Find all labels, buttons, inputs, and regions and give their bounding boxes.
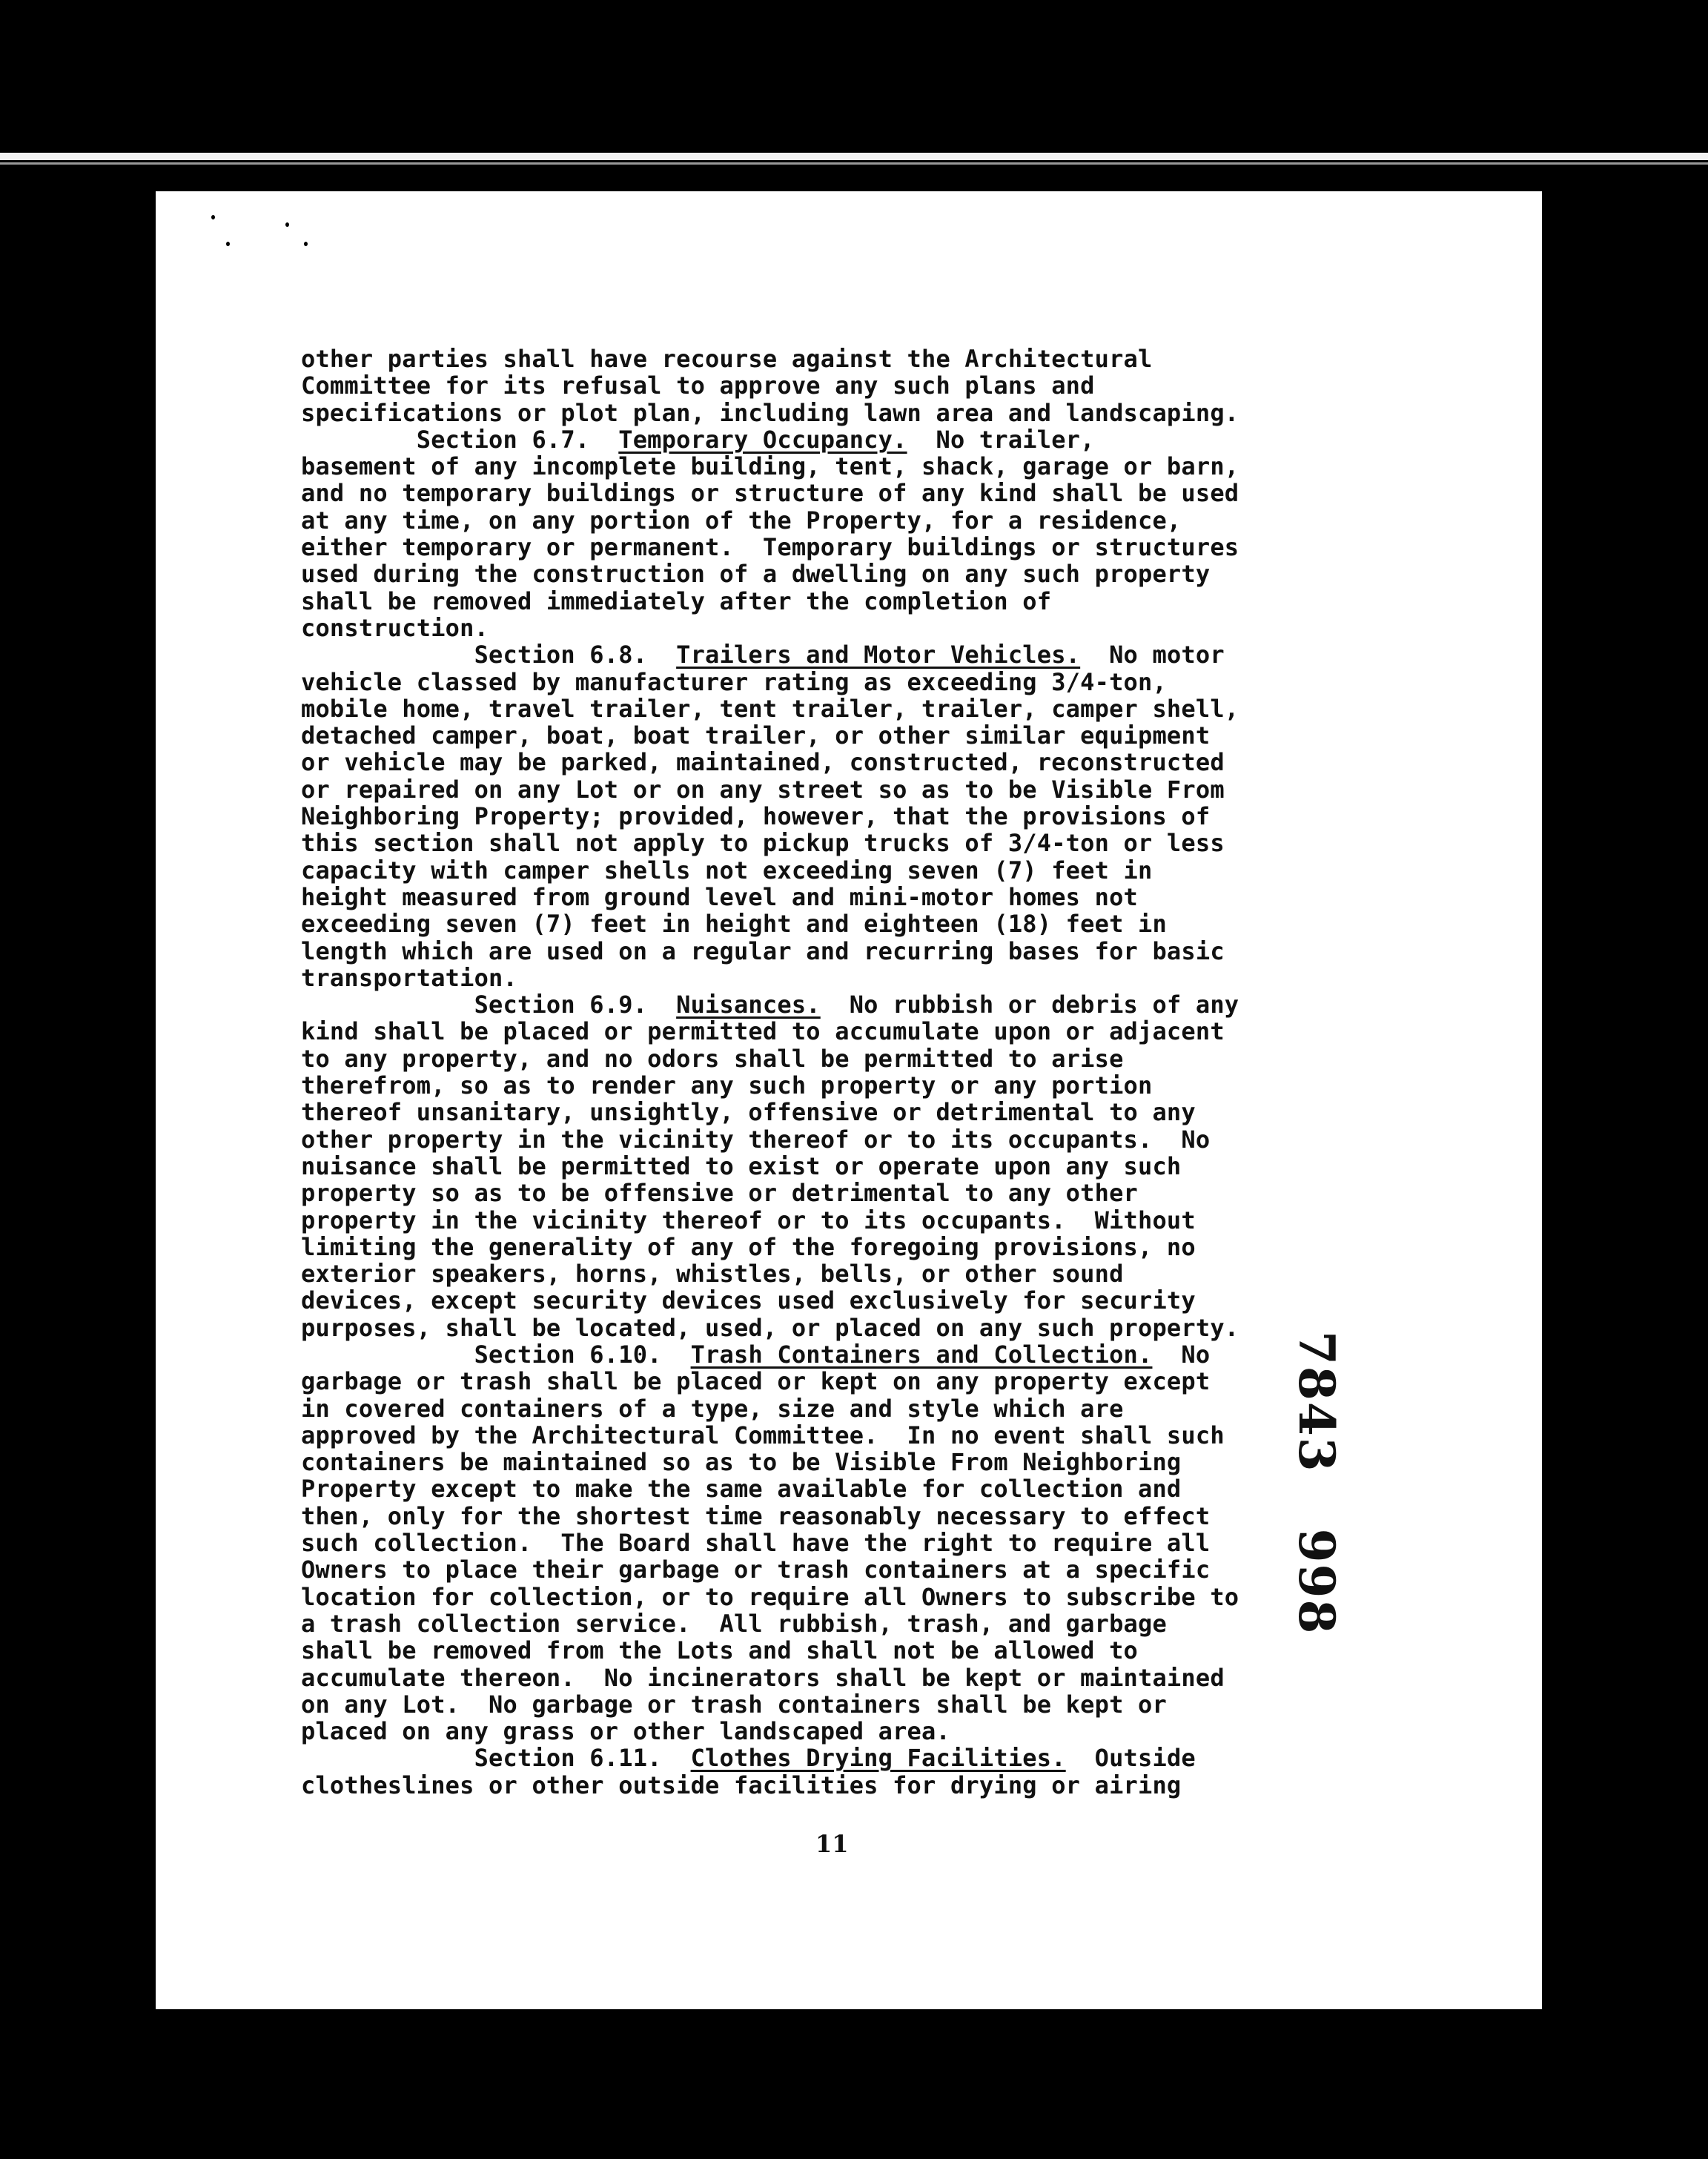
text-line: therefrom, so as to render any such property or any portion [301,1071,1153,1100]
text-line: specifications or plot plan, including lawn area and landscaping. [301,398,1239,427]
section-text: No rubbish or debris of any [820,991,1239,1019]
text-line: basement of any incomplete building, tent, shack, garage or barn, [301,452,1239,481]
text-line: containers be maintained so as to be Visible From Neighboring [301,1448,1182,1477]
text-line: to any property, and no odors shall be permitted to arise [301,1044,1124,1073]
text-line: or vehicle may be parked, maintained, constructed, reconstructed [301,748,1225,777]
text-line: vehicle classed by manufacturer rating as exceeding 3/4-ton, [301,667,1167,696]
scan-border-line [0,153,1708,160]
text-line: devices, except security devices used exclusively for security [301,1286,1196,1315]
document-page [156,191,1542,2009]
section-number: Section 6.7. [301,425,619,454]
text-line: detached camper, boat, boat trailer, or other similar equipment [301,721,1211,750]
text-line: limiting the generality of any of the foregoing provisions, no [301,1232,1196,1261]
text-line: mobile home, travel trailer, tent trailer, trailer, camper shell, [301,694,1239,723]
section-text: Outside [1065,1744,1196,1773]
text-line: then, only for the shortest time reasonably necessary to effect [301,1501,1211,1530]
section-heading-line [301,1745,1532,1771]
section-number: Section 6.8. [301,641,677,669]
text-line: shall be removed immediately after the completion of [301,586,1052,615]
recording-stamp: 7843 998 [1288,1331,1345,1636]
section-number: Section 6.11. [301,1744,691,1773]
text-line: exterior speakers, horns, whistles, bells, or other sound [301,1260,1124,1289]
text-line: length which are used on a regular and recurring bases for basic [301,936,1225,965]
section-number: Section 6.9. [301,991,677,1019]
text-line: clotheslines or other outside facilities for drying or airing [301,1770,1182,1799]
text-line: either temporary or permanent. Temporary buildings or structures [301,533,1239,562]
text-line: in covered containers of a type, size and style which are [301,1394,1124,1423]
text-line: thereof unsanitary, unsightly, offensive or detrimental to any [301,1098,1196,1127]
section-heading-line [301,641,1532,668]
text-line: exceeding seven (7) feet in height and eighteen (18) feet in [301,910,1167,939]
scan-speck [211,215,215,219]
text-line: Neighboring Property; provided, however, that the provisions of [301,802,1211,831]
section-title: Nuisances. [676,991,821,1019]
scan-speck [285,222,289,227]
document-body-text [301,345,1532,1799]
text-line: on any Lot. No garbage or trash containers shall be kept or [301,1690,1167,1719]
text-line: other parties shall have recourse against the Architectural [301,345,1153,373]
text-line: location for collection, or to require all Owners to subscribe to [301,1582,1239,1611]
text-line: kind shall be placed or permitted to accumulate upon or adjacent [301,1017,1225,1046]
section-text: No trailer, [907,425,1095,454]
text-line: height measured from ground level and mini-motor homes not [301,882,1139,911]
scan-speck [304,242,308,246]
text-line: transportation. [301,963,517,992]
text-line: at any time, on any portion of the Property, for a residence, [301,506,1182,535]
section-title: Trailers and Motor Vehicles. [676,641,1081,669]
scan-speck [226,242,230,246]
text-line: this section shall not apply to pickup trucks of 3/4-ton or less [301,829,1225,858]
page-number: 11 [815,1830,849,1858]
text-line: or repaired on any Lot or on any street so as to be Visible From [301,775,1225,804]
text-line: Owners to place their garbage or trash containers at a specific [301,1555,1211,1584]
text-line: used during the construction of a dwelling on any such property [301,560,1211,589]
text-line: such collection. The Board shall have the right to require all [301,1529,1211,1558]
text-line: property so as to be offensive or detrimental to any other [301,1179,1139,1208]
text-line: approved by the Architectural Committee. In no event shall such [301,1421,1225,1449]
text-line: construction. [301,613,489,642]
section-title: Trash Containers and Collection. [690,1340,1153,1369]
section-text: No [1152,1340,1211,1369]
section-title: Temporary Occupancy. [618,425,907,454]
text-line: garbage or trash shall be placed or kept on any property except [301,1367,1211,1396]
text-line: accumulate thereon. No incinerators shall be kept or maintained [301,1663,1225,1692]
scan-border-line [0,162,1708,165]
text-line: other property in the vicinity thereof or to its occupants. No [301,1125,1211,1154]
text-line: Committee for its refusal to approve any such plans and [301,371,1095,400]
text-line: a trash collection service. All rubbish, trash, and garbage [301,1609,1167,1638]
text-line: nuisance shall be permitted to exist or operate upon any such [301,1151,1182,1180]
text-line: capacity with camper shells not exceeding seven (7) feet in [301,856,1153,885]
text-line: Property except to make the same available for collection and [301,1475,1182,1504]
text-line: purposes, shall be located, used, or placed on any such property. [301,1313,1239,1342]
text-line: property in the vicinity thereof or to its occupants. Without [301,1206,1196,1234]
text-line: shall be removed from the Lots and shall not be allowed to [301,1636,1139,1665]
section-text: No motor [1080,641,1225,669]
section-heading-line [301,991,1532,1018]
section-heading-line [301,1341,1532,1368]
section-title: Clothes Drying Facilities. [690,1744,1066,1773]
text-line: placed on any grass or other landscaped area. [301,1717,950,1746]
section-heading-line [301,426,1532,453]
text-line: and no temporary buildings or structure of any kind shall be used [301,479,1239,508]
section-number: Section 6.10. [301,1340,691,1369]
